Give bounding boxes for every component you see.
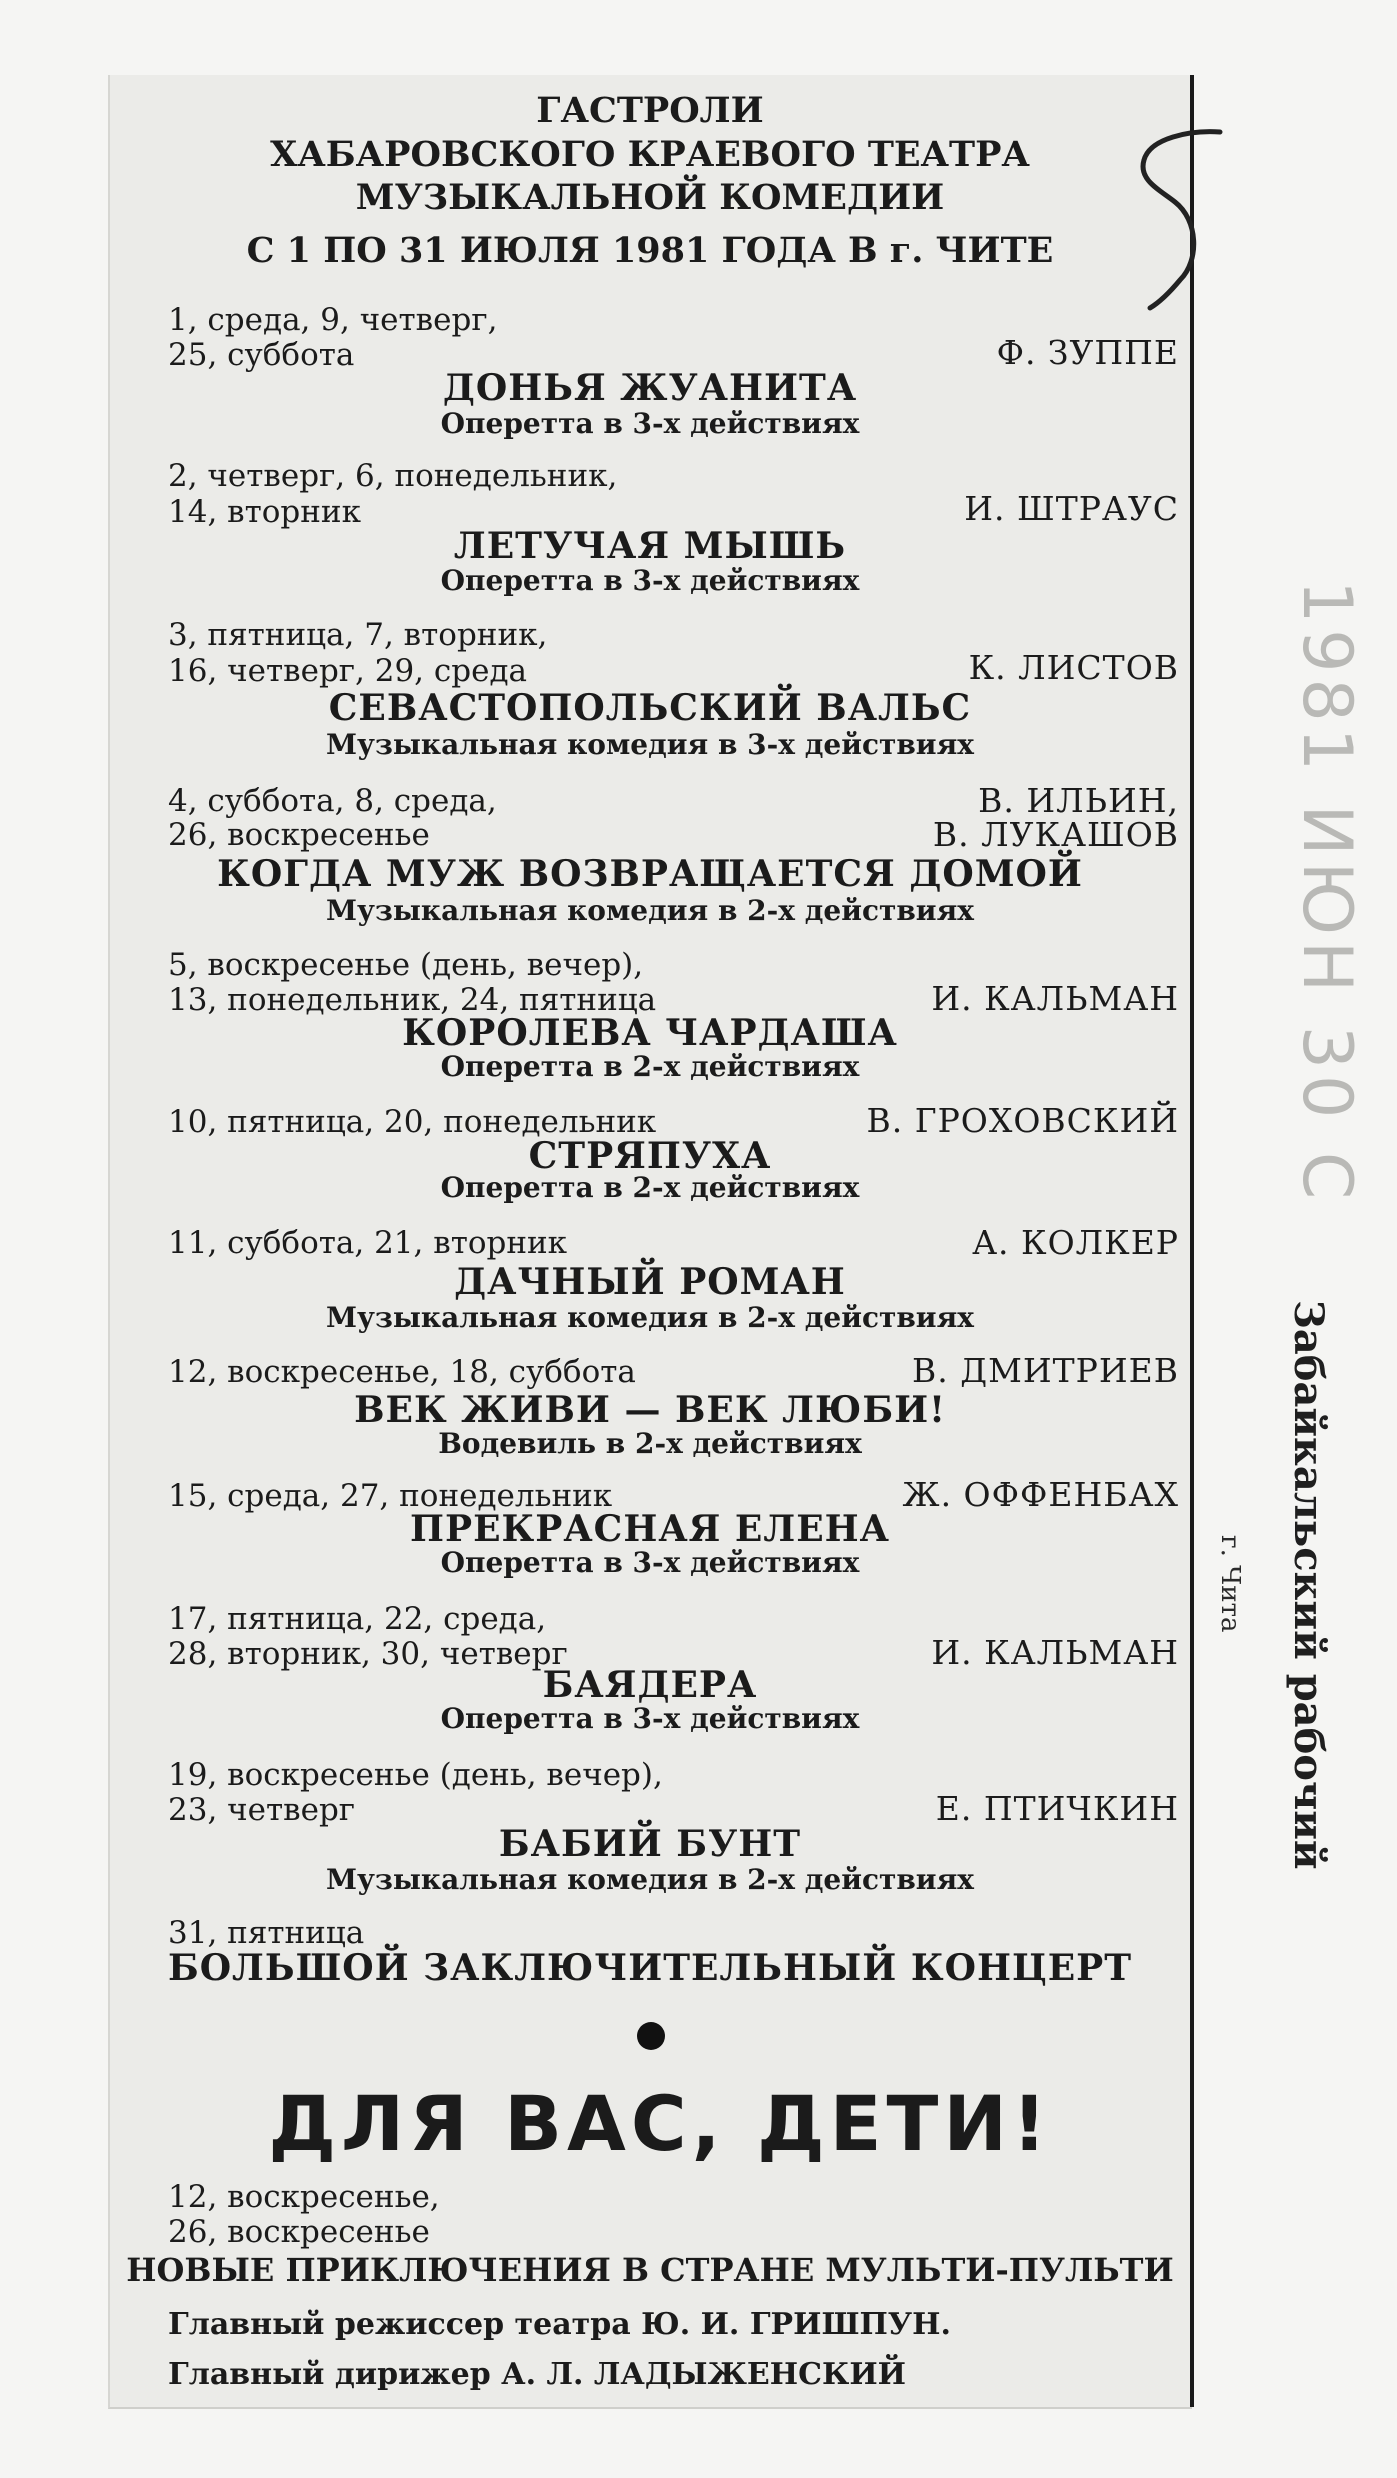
show-11-title: БАБИЙ БУНТ [498, 1823, 802, 1865]
show-9-composer: Ж. ОФФЕНБАХ [902, 1475, 1179, 1514]
show-3-genre: Музыкальная комедия в 3-х действиях [326, 728, 974, 761]
show-1-dates-2: 25, суббота [168, 337, 355, 373]
show-11-genre: Музыкальная комедия в 2-х действиях [326, 1863, 974, 1896]
show-11-composer: Е. ПТИЧКИН [935, 1789, 1179, 1828]
handwritten-mark-icon [1120, 120, 1230, 320]
show-2-dates-2: 14, вторник [168, 494, 361, 530]
newspaper-name: Забайкальский рабочий [1285, 1300, 1332, 1870]
show-8-composer: В. ДМИТРИЕВ [912, 1351, 1179, 1390]
show-8-title: ВЕК ЖИВИ — ВЕК ЛЮБИ! [354, 1389, 946, 1431]
show-7-title: ДАЧНЫЙ РОМАН [454, 1261, 846, 1303]
show-6-genre: Оперетта в 2-х действиях [440, 1171, 860, 1204]
show-3-composer: К. ЛИСТОВ [968, 648, 1179, 687]
conductor-credit: Главный дирижер А. Л. ЛАДЫЖЕНСКИЙ [168, 2357, 907, 2392]
show-12-dates-1: 31, пятница [168, 1915, 365, 1951]
show-5-title: КОРОЛЕВА ЧАРДАША [402, 1012, 898, 1054]
show-4-genre: Музыкальная комедия в 2-х действиях [326, 894, 974, 927]
show-10-composer: И. КАЛЬМАН [931, 1633, 1179, 1672]
show-6-title: СТРЯПУХА [528, 1135, 772, 1177]
show-2-dates-1: 2, четверг, 6, понедельник, [168, 458, 618, 494]
show-2-genre: Оперетта в 3-х действиях [440, 564, 860, 597]
show-11-dates-1: 19, воскресенье (день, вечер), [168, 1757, 663, 1793]
header-line-2: ХАБАРОВСКОГО КРАЕВОГО ТЕАТРА [270, 134, 1030, 175]
director-credit: Главный режиссер театра Ю. И. ГРИШПУН. [168, 2307, 951, 2342]
show-1-composer: Ф. ЗУППЕ [996, 333, 1179, 372]
show-10-title: БАЯДЕРА [542, 1664, 758, 1706]
show-4-composer-1: В. ИЛЬИН, [978, 781, 1179, 820]
show-9-dates-1: 15, среда, 27, понедельник [168, 1478, 613, 1514]
kids-show-title: НОВЫЕ ПРИКЛЮЧЕНИЯ В СТРАНЕ МУЛЬТИ-ПУЛЬТИ [126, 2251, 1174, 2289]
show-7-dates-1: 11, суббота, 21, вторник [168, 1225, 568, 1261]
show-12-title: БОЛЬШОЙ ЗАКЛЮЧИТЕЛЬНЫЙ КОНЦЕРТ [167, 1947, 1133, 1989]
show-10-genre: Оперетта в 3-х действиях [440, 1702, 860, 1735]
show-6-composer: В. ГРОХОВСКИЙ [866, 1101, 1179, 1140]
header-line-1: ГАСТРОЛИ [536, 90, 764, 131]
show-1-title: ДОНЬЯ ЖУАНИТА [442, 367, 858, 409]
show-9-title: ПРЕКРАСНАЯ ЕЛЕНА [410, 1508, 890, 1550]
show-6-dates-1: 10, пятница, 20, понедельник [168, 1104, 657, 1140]
show-5-composer: И. КАЛЬМАН [931, 979, 1179, 1018]
show-2-composer: И. ШТРАУС [964, 489, 1179, 528]
show-7-composer: А. КОЛКЕР [972, 1223, 1179, 1262]
show-10-dates-2: 28, вторник, 30, четверг [168, 1636, 568, 1672]
show-11-dates-2: 23, четверг [168, 1792, 356, 1828]
show-4-dates-1: 4, суббота, 8, среда, [168, 783, 497, 819]
show-2-title: ЛЕТУЧАЯ МЫШЬ [453, 525, 847, 567]
column-rule [1190, 75, 1194, 2407]
show-1-genre: Оперетта в 3-х действиях [440, 407, 860, 440]
show-4-dates-2: 26, воскресенье [168, 817, 430, 853]
separator-dot [637, 2022, 665, 2050]
show-9-genre: Оперетта в 3-х действиях [440, 1546, 860, 1579]
date-stamp [1244, 560, 1374, 1200]
svg-text:г. Чита: г. Чита [1215, 1535, 1245, 1633]
show-5-genre: Оперетта в 2-х действиях [440, 1050, 860, 1083]
show-8-genre: Водевиль в 2-х действиях [438, 1427, 862, 1460]
show-3-dates-1: 3, пятница, 7, вторник, [168, 617, 548, 653]
kids-dates-2: 26, воскресенье [168, 2214, 430, 2250]
show-10-dates-1: 17, пятница, 22, среда, [168, 1601, 547, 1637]
show-8-dates-1: 12, воскресенье, 18, суббота [168, 1354, 636, 1390]
show-1-dates-1: 1, среда, 9, четверг, [168, 302, 498, 338]
kids-dates-1: 12, воскресенье, [168, 2179, 440, 2215]
newspaper-city-label [1212, 1530, 1252, 1680]
show-4-composer-2: В. ЛУКАШОВ [932, 815, 1179, 854]
header-line-3: МУЗЫКАЛЬНОЙ КОМЕДИИ [355, 177, 945, 218]
date-stamp-text: 1981 ИЮН 30 С [1287, 580, 1366, 1200]
show-3-dates-2: 16, четверг, 29, среда [168, 653, 528, 689]
show-5-dates-1: 5, воскресенье (день, вечер), [168, 947, 644, 983]
show-7-genre: Музыкальная комедия в 2-х действиях [326, 1301, 974, 1334]
show-5-dates-2: 13, понедельник, 24, пятница [168, 982, 657, 1018]
kids-heading: ДЛЯ ВАС, ДЕТИ! [268, 2079, 1052, 2168]
show-3-title: СЕВАСТОПОЛЬСКИЙ ВАЛЬС [328, 687, 972, 729]
header-line-4: С 1 ПО 31 ИЮЛЯ 1981 ГОДА В г. ЧИТЕ [246, 230, 1054, 271]
show-4-title: КОГДА МУЖ ВОЗВРАЩАЕТСЯ ДОМОЙ [217, 853, 1083, 895]
